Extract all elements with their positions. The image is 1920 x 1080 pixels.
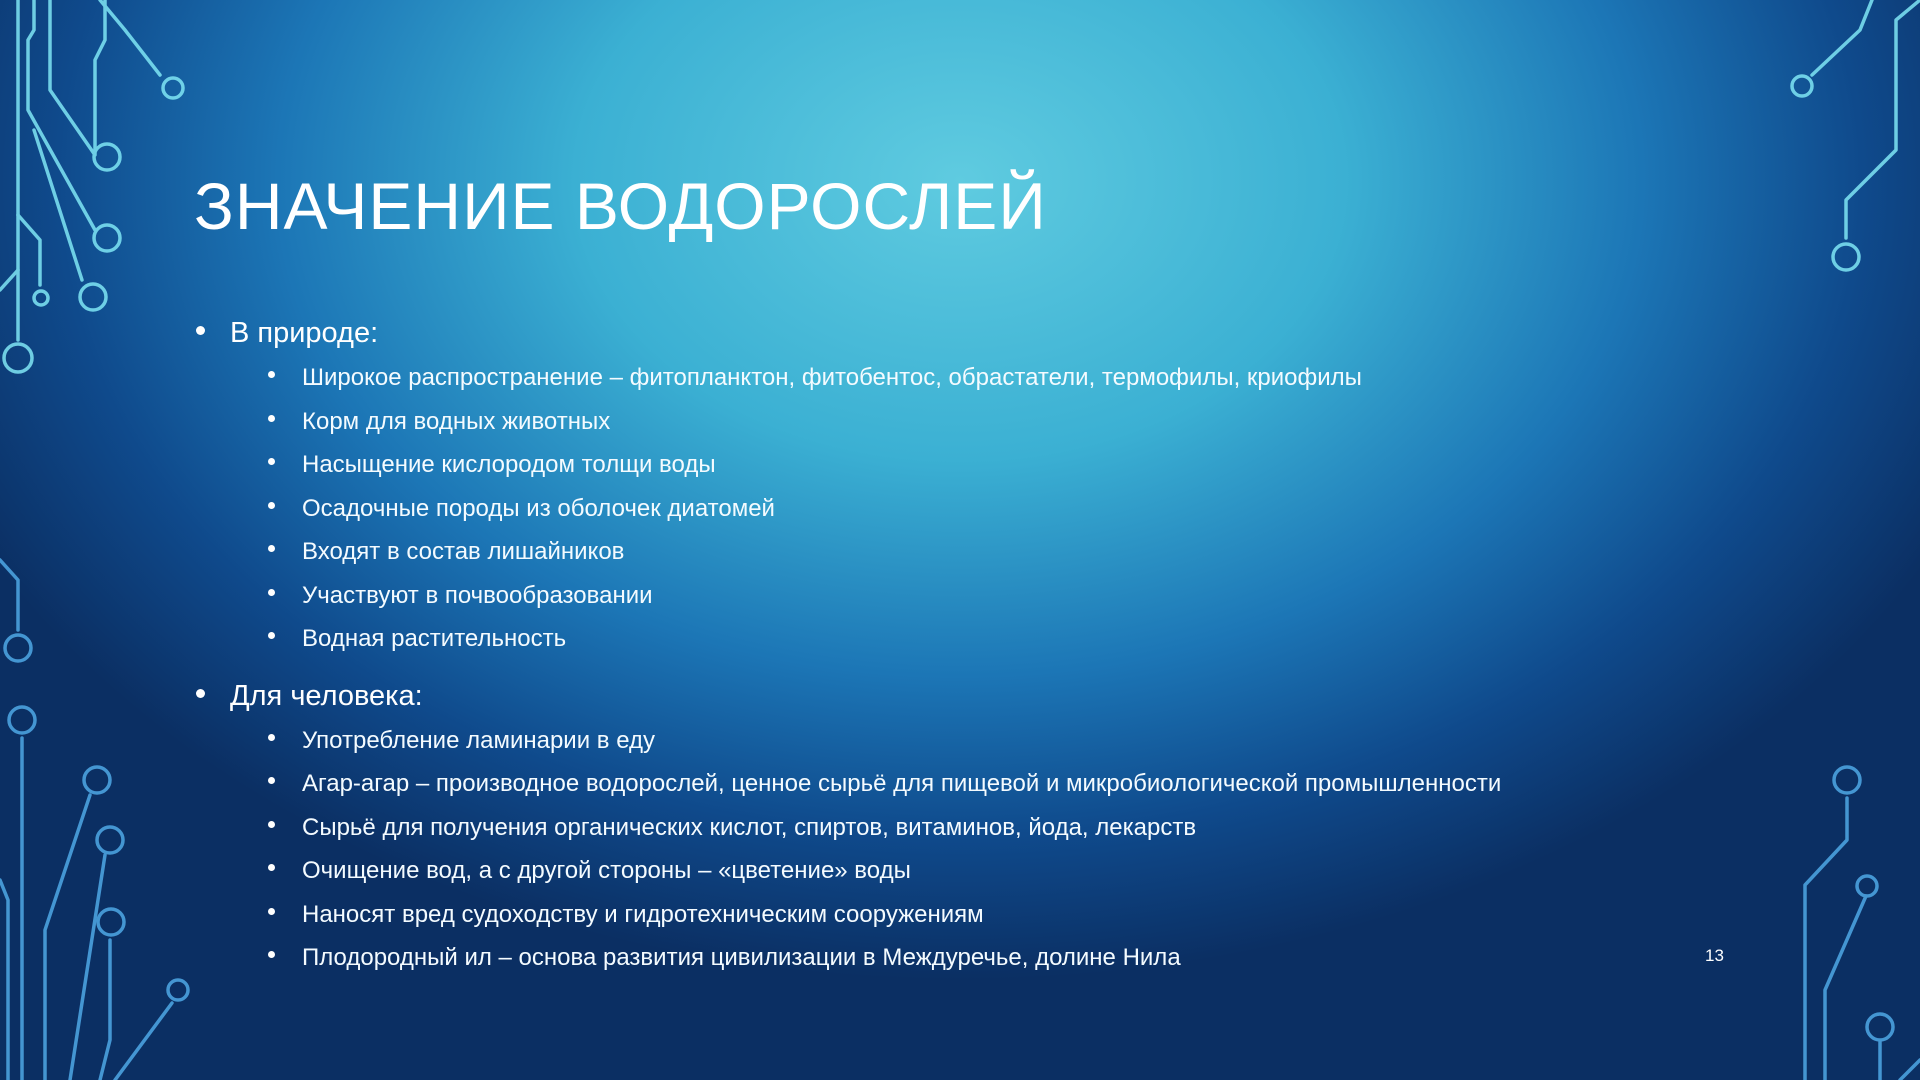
- list-item-text: Сырьё для получения органических кислот, спиртов, витаминов, йода, лекарств: [302, 813, 1197, 841]
- section-heading: В природе:: [230, 317, 379, 349]
- bullet-level1: [194, 673, 1754, 719]
- bullet-dot-icon: [268, 458, 275, 465]
- list-item: [194, 719, 1754, 763]
- list-item: [194, 356, 1754, 400]
- list-item-text: Употребление ламинарии в еду: [302, 726, 656, 754]
- list-item: [194, 893, 1754, 937]
- list-item-text: Участвуют в почвообразовании: [302, 581, 653, 609]
- bullet-dot-icon: [196, 689, 205, 698]
- bullet-dot-icon: [268, 734, 275, 741]
- bullet-dot-icon: [268, 864, 275, 871]
- list-item-text: Очищение вод, а с другой стороны – «цветение» воды: [302, 857, 911, 884]
- bullet-dot-icon: [268, 371, 275, 378]
- list-item-text: Осадочные породы из оболочек диатомей: [302, 494, 775, 522]
- circuit-bottom-right: [1805, 767, 1920, 1080]
- bullet-level1: [194, 310, 1754, 356]
- slide-title: ЗНАЧЕНИЕ ВОДОРОСЛЕЙ: [194, 169, 1047, 243]
- bullet-dot-icon: [268, 821, 275, 828]
- list-item-text: Корм для водных животных: [302, 407, 611, 435]
- bullet-dot-icon: [268, 415, 275, 422]
- list-item-text: Входят в состав лишайников: [302, 538, 625, 565]
- list-item-text: Плодородный ил – основа развития цивилизации в Междуречье, долине Нила: [302, 944, 1181, 971]
- bullet-dot-icon: [196, 326, 205, 335]
- bullet-dot-icon: [268, 502, 275, 509]
- list-item: [194, 849, 1754, 893]
- circuit-top-right: [1792, 0, 1920, 270]
- list-item-text: Широкое распространение – фитопланктон, фитобентос, обрастатели, термофилы, криофилы: [302, 364, 1362, 391]
- circuit-bottom-left: [0, 560, 188, 1080]
- section-nature: [194, 310, 1754, 661]
- list-item: [194, 443, 1754, 487]
- slide-content: [194, 310, 1754, 992]
- list-item: [194, 806, 1754, 850]
- list-item-text: Водная растительность: [302, 625, 567, 652]
- list-item: [194, 762, 1754, 806]
- bullet-dot-icon: [268, 908, 275, 915]
- bullet-dot-icon: [268, 589, 275, 596]
- list-item: [194, 574, 1754, 618]
- circuit-top-left: [0, 0, 183, 372]
- slide-number: 13: [1705, 946, 1724, 965]
- list-item: [194, 400, 1754, 444]
- list-item: [194, 487, 1754, 531]
- bullet-dot-icon: [268, 951, 275, 958]
- section-human: [194, 673, 1754, 980]
- list-item-text: Наносят вред судоходству и гидротехническим сооружениям: [302, 900, 984, 928]
- list-item: [194, 530, 1754, 574]
- section-heading: Для человека:: [230, 679, 423, 712]
- list-item-text: Насыщение кислородом толщи воды: [302, 451, 716, 478]
- bullet-dot-icon: [268, 777, 275, 784]
- bullet-dot-icon: [268, 632, 275, 639]
- list-item: [194, 936, 1754, 980]
- list-item-text: Агар-агар – производное водорослей, ценное сырьё для пищевой и микробиологической промышленности: [302, 770, 1502, 797]
- bullet-dot-icon: [268, 545, 275, 552]
- list-item: [194, 617, 1754, 661]
